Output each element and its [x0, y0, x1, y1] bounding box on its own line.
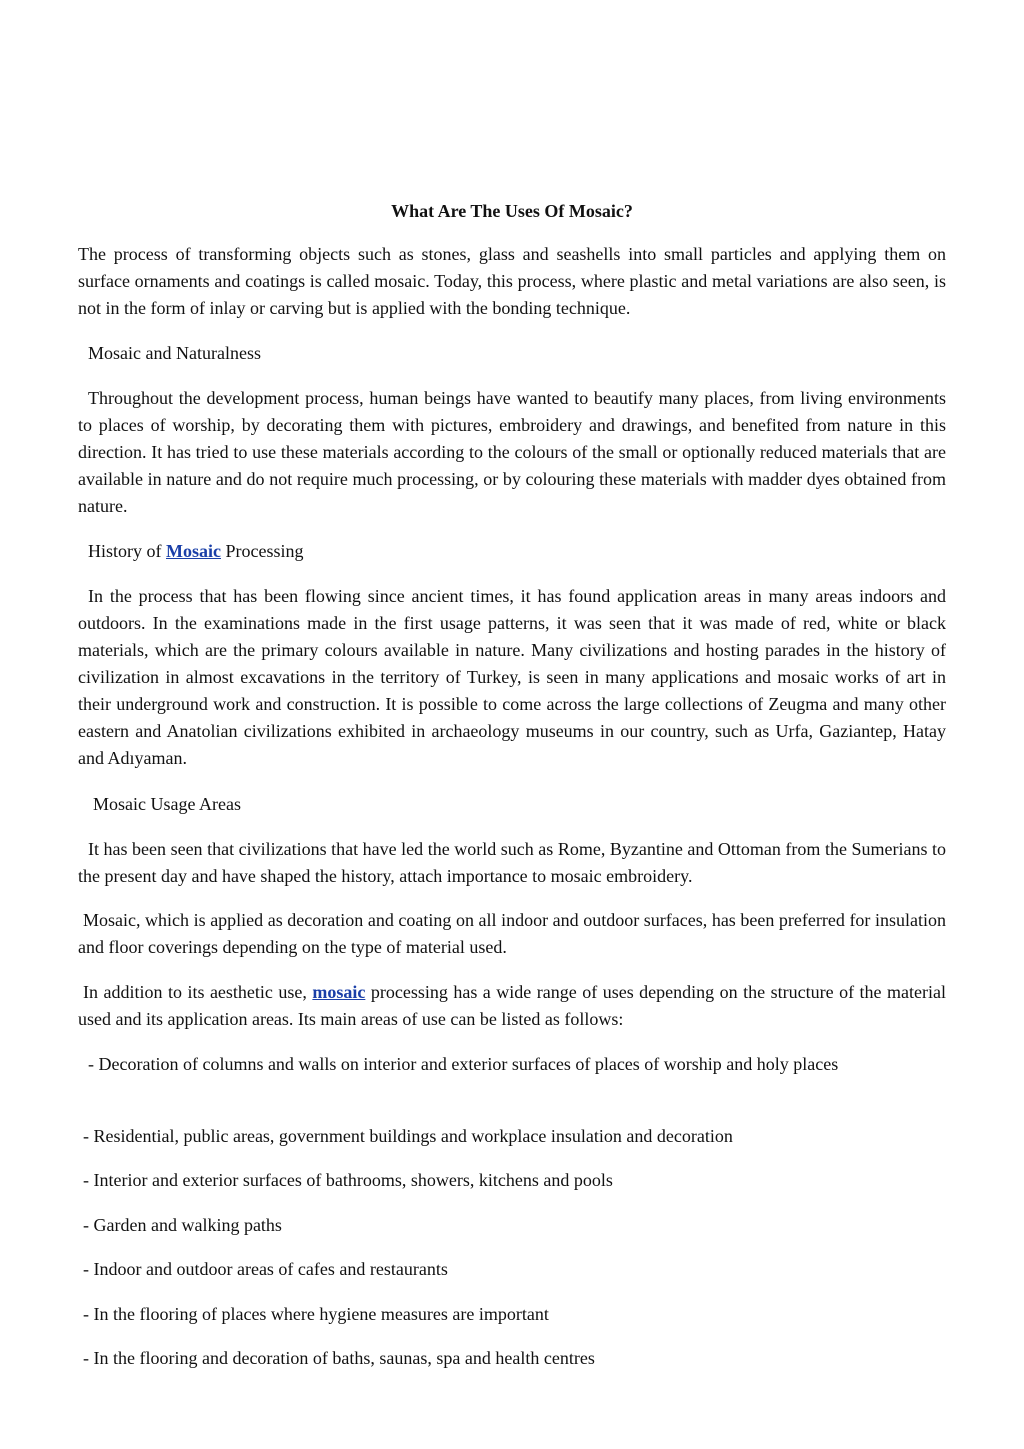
list-item: - Garden and walking paths [83, 1215, 282, 1235]
history-heading-suffix: Processing [220, 541, 304, 561]
section-heading-naturalness: Mosaic and Naturalness [88, 343, 261, 363]
naturalness-paragraph: Throughout the development process, human beings have wanted to beautify many places, from living environments to places of worship, by decorating them with pictures, embroidery and drawings, and benefited from nature in this direction. It has tried to use these materials according to the colours of the small or optionally reduced materials that are available in nature and do not require much processing, or by colouring these materials with madder dyes obtained from nature. [78, 388, 946, 516]
list-item: - In the flooring of places where hygiene measures are important [83, 1304, 549, 1324]
section-heading-usage-areas: Mosaic Usage Areas [93, 794, 241, 814]
list-item: - Indoor and outdoor areas of cafes and restaurants [83, 1259, 448, 1279]
section-heading-history [78, 538, 956, 565]
intro-paragraph: The process of transforming objects such as stones, glass and seashells into small particles and applying them on surface ornaments and coatings is called mosaic. Today, this process, where plastic and metal variations are also seen, is not in the form of inlay or carving but is applied with the bonding technique. [78, 244, 946, 318]
mosaic-link-inline[interactable]: mosaic [312, 982, 366, 1002]
list-item: - Decoration of columns and walls on interior and exterior surfaces of places of worship and holy places [88, 1054, 839, 1074]
list-item: - Residential, public areas, government buildings and workplace insulation and decoration [83, 1126, 733, 1146]
usage-paragraph-aesthetic [78, 979, 946, 1033]
list-item: - In the flooring and decoration of baths, saunas, spa and health centres [83, 1348, 595, 1368]
usage-paragraph-decoration: Mosaic, which is applied as decoration and coating on all indoor and outdoor surfaces, has been preferred for insulation and floor coverings depending on the type of material used. [78, 910, 946, 957]
aesthetic-text-prefix: In addition to its aesthetic use, [83, 982, 313, 1002]
history-paragraph: In the process that has been flowing since ancient times, it has found application areas in many areas indoors and outdoors. In the examinations made in the first usage patterns, it was seen that it was made of red, white or black materials, which are the primary colours available in nature. Many civilizations and hosting parades in the history of civilization in almost excavations in the territory of Turkey, is seen in many applications and mosaic works of art in their underground work and construction. It is possible to come across the large collections of Zeugma and many other eastern and Anatolian civilizations exhibited in archaeology museums in our country, such as Urfa, Gaziantep, Hatay and Adıyaman. [78, 586, 946, 768]
history-heading-prefix: History of [88, 541, 166, 561]
usage-paragraph-civilizations: It has been seen that civilizations that have led the world such as Rome, Byzantine and Ottoman from the Sumerians to the present day and have shaped the history, attach importance to mosaic embroidery. [78, 839, 946, 886]
mosaic-link-heading[interactable]: Mosaic [166, 541, 221, 561]
page-title: What Are The Uses Of Mosaic? [391, 201, 633, 221]
aesthetic-text-suffix: processing has a wide range of uses depending on the structure of the material used and its application areas. Its main areas of use can be listed as follows: [78, 982, 946, 1029]
list-item: - Interior and exterior surfaces of bathrooms, showers, kitchens and pools [83, 1170, 613, 1190]
